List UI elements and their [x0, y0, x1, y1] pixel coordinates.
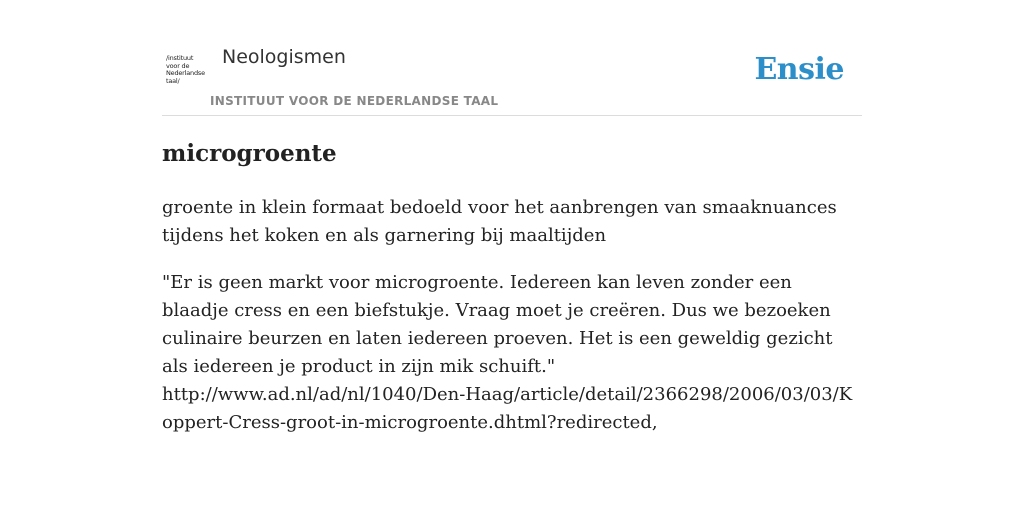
logo-line: Nederlandse: [166, 69, 205, 77]
card-header: [162, 0, 862, 116]
logo-line: voor de: [166, 61, 190, 70]
entry-card: [162, 0, 862, 512]
headword: microgroente: [162, 140, 337, 167]
institute-logo: [166, 55, 208, 91]
source-title[interactable]: Neologismen: [222, 46, 346, 68]
definition: groente in klein formaat bedoeld voor het aanbrengen van smaaknuances tijdens het koken en als garnering bij maaltijden: [162, 197, 837, 246]
example-quote: [162, 269, 862, 437]
source-subtitle: INSTITUUT VOOR DE NEDERLANDSE TAAL: [210, 94, 499, 108]
logo-line: /instituut: [166, 54, 194, 62]
quote-text: "Er is geen markt voor microgroente. Iedereen kan leven zonder een blaadje cress en een biefstukje. Vraag moet je creëren. Dus we bezoeken culinaire beurzen en laten iedereen proeven. Het is een geweldig gezicht als iedereen je product in zijn mik schuift.": [162, 272, 833, 377]
ensie-logo[interactable]: Ensie: [754, 52, 844, 87]
quote-source-url: http://www.ad.nl/ad/nl/1040/Den-Haag/article/detail/2366298/2006/03/03/Koppert-Cress-groot-in-microgroente.dhtml?redirected,: [162, 384, 853, 433]
logo-line: taal/: [166, 76, 180, 85]
